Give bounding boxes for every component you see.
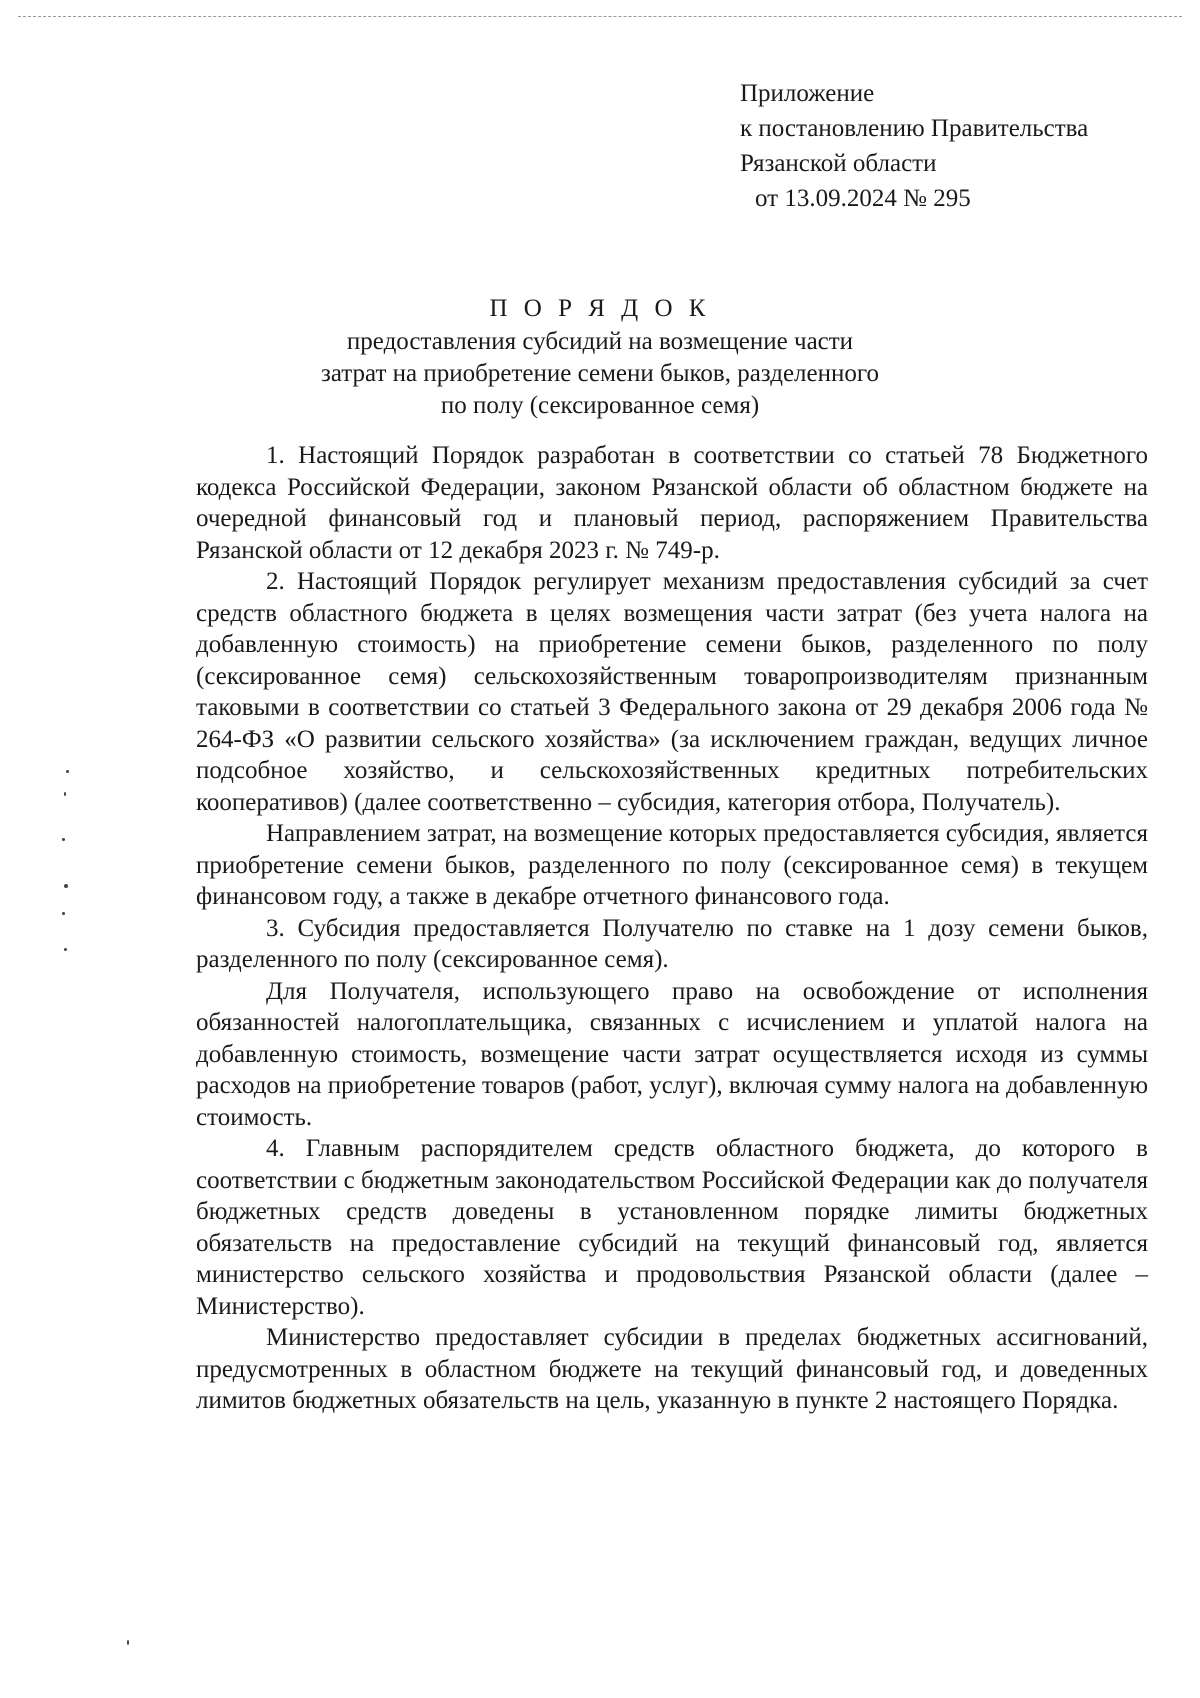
document-title: П О Р Я Д О К bbox=[489, 295, 711, 322]
paragraph-5: Для Получателя, использующего право на освобождение от исполнения обязанностей налогоплательщика, связанных с исчислением и уплатой налога на добавленную стоимость, возмещение части затрат осуществляется исходя из суммы расходов на приобретение товаров (работ, услуг), включая сумму налога на добавленную стоимость. bbox=[196, 977, 1148, 1131]
scan-speck bbox=[62, 912, 65, 915]
paragraph-6: 4. Главным распорядителем средств областного бюджета, до которого в соответствии с бюджетным законодательством Российской Федерации как до получателя бюджетных средств доведены в установленном порядке лимиты бюджетных обязательств на предоставление субсидий на текущий финансовый год, является министерство сельского хозяйства и продовольствия Рязанской области (далее – Министерство). bbox=[196, 1135, 1148, 1320]
appendix-region: Рязанской области bbox=[740, 150, 937, 177]
scan-speck bbox=[62, 838, 65, 841]
scan-speck bbox=[64, 792, 66, 796]
appendix-resolution: к постановлению Правительства bbox=[740, 115, 1089, 142]
scan-speck bbox=[64, 948, 67, 951]
scan-edge-line bbox=[18, 16, 1182, 17]
paragraph-3: Направлением затрат, на возмещение которых предоставляется субсидия, является приобретение семени быков, разделенного по полу (сексированное семя) в текущем финансовом году, а также в декабре отчетного финансового года. bbox=[196, 820, 1148, 910]
appendix-label: Приложение bbox=[740, 80, 875, 107]
document-body bbox=[196, 440, 1148, 1417]
paragraph-7: Министерство предоставляет субсидии в пределах бюджетных ассигнований, предусмотренных в областном бюджете на текущий финансовый год, и доведенных лимитов бюджетных обязательств на цель, указанную в пункте 2 настоящего Порядка. bbox=[196, 1324, 1148, 1414]
paragraph-1: 1. Настоящий Порядок разработан в соответствии со статьей 78 Бюджетного кодекса Российской Федерации, законом Рязанской области об областном бюджете на очередной финансовый год и плановый период, распоряжением Правительства Рязанской области от 12 декабря 2023 г. № 749-р. bbox=[196, 442, 1148, 564]
scan-speck bbox=[64, 884, 68, 888]
appendix-block bbox=[740, 76, 1088, 216]
subtitle-line-2: затрат на приобретение семени быков, разделенного bbox=[320, 360, 880, 387]
subtitle-line-3: по полу (сексированное семя) bbox=[440, 392, 760, 419]
scan-speck bbox=[127, 1640, 129, 1645]
document-subtitle bbox=[0, 326, 1200, 422]
subtitle-line-1: предоставления субсидий на возмещение части bbox=[346, 328, 854, 355]
scan-speck bbox=[66, 770, 69, 773]
paragraph-2: 2. Настоящий Порядок регулирует механизм предоставления субсидий за счет средств областного бюджета в целях возмещения части затрат (без учета налога на добавленную стоимость) на приобретение семени быков, разделенного по полу (сексированное семя) сельскохозяйственным товаропроизводителям признанным таковыми в соответствии со статьей 3 Федерального закона от 29 декабря 2006 года № 264-ФЗ «О развитии сельского хозяйства» (за исключением граждан, ведущих личное подсобное хозяйство, и сельскохозяйственных кредитных потребительских кооперативов) (далее соответственно – субсидия, категория отбора, Получатель). bbox=[196, 568, 1148, 816]
paragraph-4: 3. Субсидия предоставляется Получателю по ставке на 1 дозу семени быков, разделенного по полу (сексированное семя). bbox=[196, 914, 1148, 973]
appendix-date-number: от 13.09.2024 № 295 bbox=[755, 185, 971, 212]
